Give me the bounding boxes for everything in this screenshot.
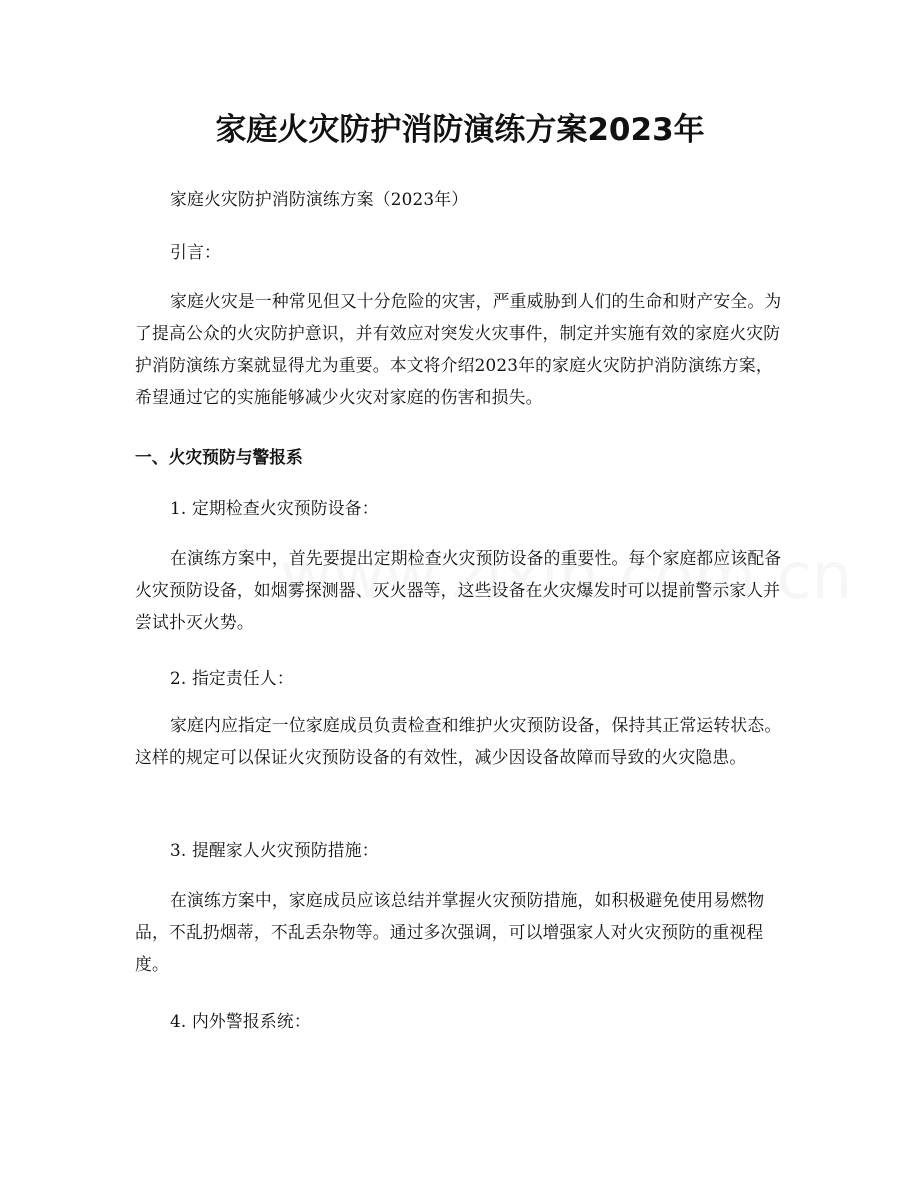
item4-title: 4. 内外警报系统： xyxy=(170,1011,311,1031)
intro-label: 引言： xyxy=(170,242,221,262)
item2-text: 家庭内应指定一位家庭成员负责检查和维护火灾预防设备，保持其正常运转状态。这样的规定可以保证火灾预防设备的有效性，减少因设备故障而导致的火灾隐患。 xyxy=(135,715,782,767)
item1-text: 在演练方案中，首先要提出定期检查火灾预防设备的重要性。每个家庭都应该配备火灾预防设备，如烟雾探测器、灭火器等，这些设备在火灾爆发时可以提前警示家人并尝试扑灭火势。 xyxy=(135,548,782,632)
intro-paragraph: 家庭火灾是一种常见但又十分危险的灾害，严重威胁到人们的生命和财产安全。为了提高公众的火灾防护意识，并有效应对突发火灾事件，制定并实施有效的家庭火灾防护消防演练方案就显得尤为重要。本文将介绍2023年的家庭火灾防护消防演练方案，希望通过它的实施能够减少火灾对家庭的伤害和损失。 xyxy=(135,291,782,407)
item1-title: 1. 定期检查火灾预防设备： xyxy=(170,498,379,518)
item2-title: 2. 指定责任人： xyxy=(170,668,294,688)
document-title: 家庭火灾防护消防演练方案2023年 xyxy=(215,112,705,148)
item3-title: 3. 提醒家人火灾预防措施： xyxy=(170,840,379,860)
item3-text: 在演练方案中，家庭成员应该总结并掌握火灾预防措施，如积极避免使用易燃物品，不乱扔烟蒂，不乱丢杂物等。通过多次强调，可以增强家人对火灾预防的重视程度。 xyxy=(135,890,765,974)
document-subtitle: 家庭火灾防护消防演练方案（2023年） xyxy=(170,189,469,209)
section1-heading: 一、火灾预防与警报系 xyxy=(135,447,303,467)
